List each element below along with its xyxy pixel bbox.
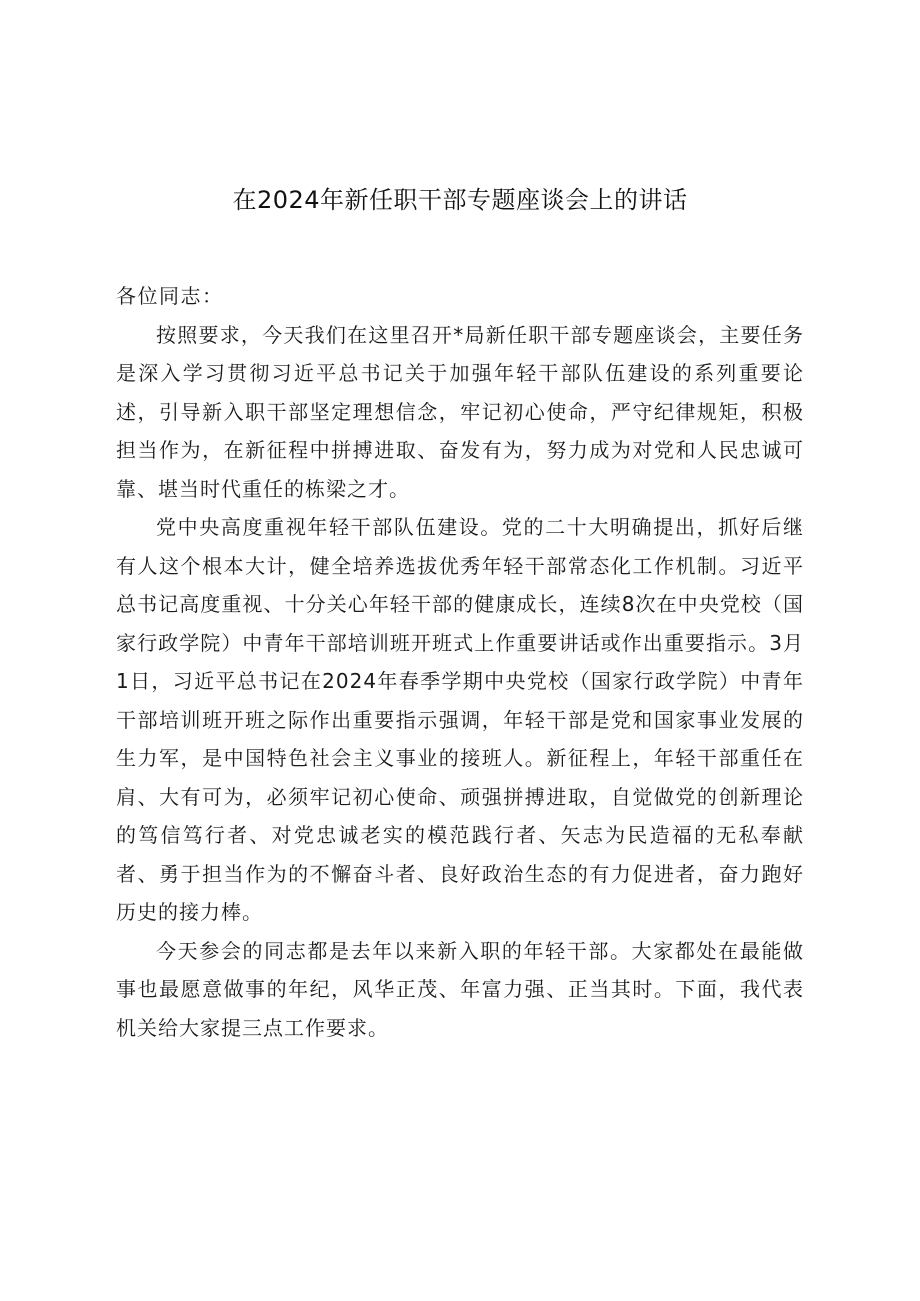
paragraph-1: 按照要求，今天我们在这里召开*局新任职干部专题座谈会，主要任务是深入学习贯彻习近平总书记关于加强年轻干部队伍建设的系列重要论述，引导新入职干部坚定理想信念，牢记初心使命，严守纪律规矩，积极担当作为，在新征程中拼搏进取、奋发有为，努力成为对党和人民忠诚可靠、堪当时代重任的栋梁之才。 [116, 322, 804, 501]
document-body [116, 277, 804, 1047]
document-title: 在2024年新任职干部专题座谈会上的讲话 [232, 186, 688, 214]
salutation: 各位同志： [116, 284, 224, 308]
paragraph-2: 党中央高度重视年轻干部队伍建设。党的二十大明确提出，抓好后继有人这个根本大计，健全培养选拔优秀年轻干部常态化工作机制。习近平总书记高度重视、十分关心年轻干部的健康成长，连续8次在中央党校（国家行政学院）中青年干部培训班开班式上作重要讲话或作出重要指示。3月1日，习近平总书记在2024年春季学期中央党校（国家行政学院）中青年干部培训班开班之际作出重要指示强调，年轻干部是党和国家事业发展的生力军，是中国特色社会主义事业的接班人。新征程上，年轻干部重任在肩、大有可为，必须牢记初心使命、顽强拼搏进取，自觉做党的创新理论的笃信笃行者、对党忠诚老实的模范践行者、矢志为民造福的无私奉献者、勇于担当作为的不懈奋斗者、良好政治生态的有力促进者，奋力跑好历史的接力棒。 [116, 515, 804, 924]
paragraph-3: 今天参会的同志都是去年以来新入职的年轻干部。大家都处在最能做事也最愿意做事的年纪，风华正茂、年富力强、正当其时。下面，我代表机关给大家提三点工作要求。 [116, 938, 804, 1040]
